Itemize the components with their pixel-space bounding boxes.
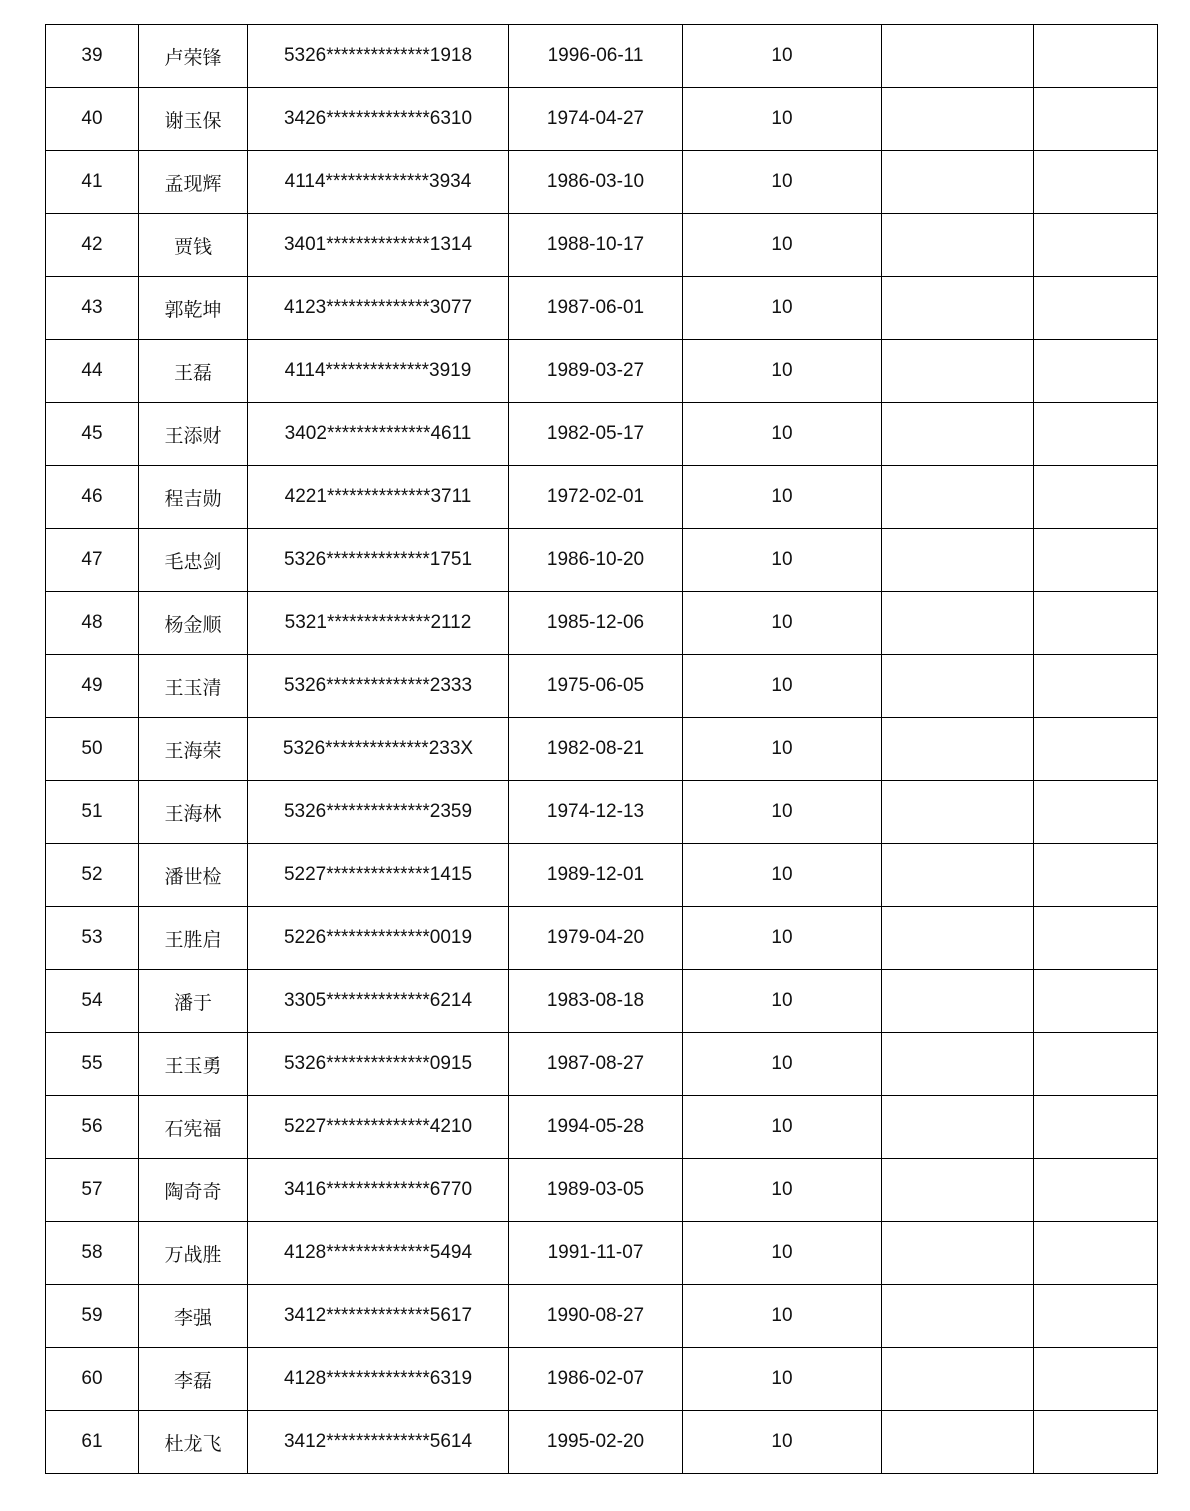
table-row (46, 655, 1158, 718)
blank-cell (882, 718, 1034, 781)
row-number-cell: 53 (46, 907, 139, 970)
blank-cell (882, 277, 1034, 340)
value-cell: 10 (683, 403, 882, 466)
id-number-cell: 3416**************6770 (248, 1159, 509, 1222)
blank-cell (882, 88, 1034, 151)
blank-cell (882, 25, 1034, 88)
value-cell: 10 (683, 88, 882, 151)
name-cell: 王添财 (139, 403, 248, 466)
id-number-cell: 3426**************6310 (248, 88, 509, 151)
roster-table (45, 24, 1158, 1474)
birth-date-cell: 1988-10-17 (509, 214, 683, 277)
birth-date-cell: 1995-02-20 (509, 1411, 683, 1474)
birth-date-cell: 1989-03-27 (509, 340, 683, 403)
value-cell: 10 (683, 1222, 882, 1285)
row-number-cell: 41 (46, 151, 139, 214)
birth-date-cell: 1986-10-20 (509, 529, 683, 592)
id-number-cell: 4128**************5494 (248, 1222, 509, 1285)
value-cell: 10 (683, 25, 882, 88)
blank-cell (882, 592, 1034, 655)
row-number-cell: 49 (46, 655, 139, 718)
table-row (46, 907, 1158, 970)
name-cell: 孟现辉 (139, 151, 248, 214)
id-number-cell: 4221**************3711 (248, 466, 509, 529)
row-number-cell: 55 (46, 1033, 139, 1096)
blank-cell (1034, 1285, 1158, 1348)
table-row (46, 88, 1158, 151)
table-row (46, 1285, 1158, 1348)
name-cell: 王胜启 (139, 907, 248, 970)
row-number-cell: 46 (46, 466, 139, 529)
table-row (46, 592, 1158, 655)
value-cell: 10 (683, 466, 882, 529)
name-cell: 潘世检 (139, 844, 248, 907)
table-row (46, 1411, 1158, 1474)
row-number-cell: 59 (46, 1285, 139, 1348)
name-cell: 王磊 (139, 340, 248, 403)
name-cell: 潘于 (139, 970, 248, 1033)
id-number-cell: 3305**************6214 (248, 970, 509, 1033)
table-row (46, 844, 1158, 907)
table-row (46, 1159, 1158, 1222)
blank-cell (882, 340, 1034, 403)
row-number-cell: 39 (46, 25, 139, 88)
blank-cell (882, 1222, 1034, 1285)
blank-cell (882, 970, 1034, 1033)
value-cell: 10 (683, 1159, 882, 1222)
blank-cell (1034, 1096, 1158, 1159)
row-number-cell: 61 (46, 1411, 139, 1474)
value-cell: 10 (683, 214, 882, 277)
id-number-cell: 3412**************5614 (248, 1411, 509, 1474)
name-cell: 王海荣 (139, 718, 248, 781)
name-cell: 卢荣锋 (139, 25, 248, 88)
blank-cell (882, 844, 1034, 907)
roster-body (46, 25, 1158, 1474)
birth-date-cell: 1982-08-21 (509, 718, 683, 781)
birth-date-cell: 1983-08-18 (509, 970, 683, 1033)
blank-cell (1034, 592, 1158, 655)
id-number-cell: 5326**************1918 (248, 25, 509, 88)
blank-cell (1034, 340, 1158, 403)
blank-cell (1034, 1348, 1158, 1411)
table-row (46, 1096, 1158, 1159)
birth-date-cell: 1974-04-27 (509, 88, 683, 151)
value-cell: 10 (683, 781, 882, 844)
blank-cell (1034, 781, 1158, 844)
birth-date-cell: 1989-12-01 (509, 844, 683, 907)
blank-cell (882, 781, 1034, 844)
id-number-cell: 5326**************233X (248, 718, 509, 781)
value-cell: 10 (683, 340, 882, 403)
birth-date-cell: 1987-06-01 (509, 277, 683, 340)
birth-date-cell: 1994-05-28 (509, 1096, 683, 1159)
blank-cell (1034, 907, 1158, 970)
birth-date-cell: 1987-08-27 (509, 1033, 683, 1096)
row-number-cell: 43 (46, 277, 139, 340)
name-cell: 程吉勋 (139, 466, 248, 529)
blank-cell (882, 151, 1034, 214)
birth-date-cell: 1975-06-05 (509, 655, 683, 718)
name-cell: 杜龙飞 (139, 1411, 248, 1474)
row-number-cell: 44 (46, 340, 139, 403)
blank-cell (882, 529, 1034, 592)
blank-cell (882, 403, 1034, 466)
name-cell: 谢玉保 (139, 88, 248, 151)
blank-cell (882, 1033, 1034, 1096)
id-number-cell: 4114**************3919 (248, 340, 509, 403)
table-row (46, 214, 1158, 277)
blank-cell (882, 466, 1034, 529)
value-cell: 10 (683, 1033, 882, 1096)
id-number-cell: 3412**************5617 (248, 1285, 509, 1348)
value-cell: 10 (683, 718, 882, 781)
value-cell: 10 (683, 277, 882, 340)
value-cell: 10 (683, 151, 882, 214)
blank-cell (882, 1411, 1034, 1474)
birth-date-cell: 1986-02-07 (509, 1348, 683, 1411)
table-row (46, 718, 1158, 781)
blank-cell (1034, 970, 1158, 1033)
birth-date-cell: 1979-04-20 (509, 907, 683, 970)
blank-cell (1034, 1033, 1158, 1096)
row-number-cell: 40 (46, 88, 139, 151)
blank-cell (1034, 655, 1158, 718)
birth-date-cell: 1982-05-17 (509, 403, 683, 466)
row-number-cell: 47 (46, 529, 139, 592)
name-cell: 王玉清 (139, 655, 248, 718)
name-cell: 万战胜 (139, 1222, 248, 1285)
value-cell: 10 (683, 1348, 882, 1411)
row-number-cell: 60 (46, 1348, 139, 1411)
birth-date-cell: 1989-03-05 (509, 1159, 683, 1222)
value-cell: 10 (683, 592, 882, 655)
blank-cell (1034, 1411, 1158, 1474)
blank-cell (882, 655, 1034, 718)
id-number-cell: 4128**************6319 (248, 1348, 509, 1411)
blank-cell (882, 907, 1034, 970)
id-number-cell: 3402**************4611 (248, 403, 509, 466)
blank-cell (1034, 1159, 1158, 1222)
birth-date-cell: 1985-12-06 (509, 592, 683, 655)
birth-date-cell: 1986-03-10 (509, 151, 683, 214)
value-cell: 10 (683, 1411, 882, 1474)
name-cell: 毛忠剑 (139, 529, 248, 592)
birth-date-cell: 1990-08-27 (509, 1285, 683, 1348)
id-number-cell: 5226**************0019 (248, 907, 509, 970)
id-number-cell: 5321**************2112 (248, 592, 509, 655)
blank-cell (1034, 88, 1158, 151)
name-cell: 郭乾坤 (139, 277, 248, 340)
blank-cell (882, 1096, 1034, 1159)
table-row (46, 529, 1158, 592)
value-cell: 10 (683, 1285, 882, 1348)
table-row (46, 25, 1158, 88)
row-number-cell: 42 (46, 214, 139, 277)
name-cell: 王玉勇 (139, 1033, 248, 1096)
blank-cell (882, 1348, 1034, 1411)
row-number-cell: 56 (46, 1096, 139, 1159)
blank-cell (1034, 214, 1158, 277)
id-number-cell: 5326**************2359 (248, 781, 509, 844)
blank-cell (1034, 277, 1158, 340)
blank-cell (1034, 466, 1158, 529)
name-cell: 王海林 (139, 781, 248, 844)
name-cell: 李磊 (139, 1348, 248, 1411)
birth-date-cell: 1996-06-11 (509, 25, 683, 88)
row-number-cell: 57 (46, 1159, 139, 1222)
blank-cell (1034, 403, 1158, 466)
id-number-cell: 5227**************4210 (248, 1096, 509, 1159)
blank-cell (1034, 844, 1158, 907)
blank-cell (1034, 718, 1158, 781)
id-number-cell: 5227**************1415 (248, 844, 509, 907)
blank-cell (882, 214, 1034, 277)
id-number-cell: 5326**************2333 (248, 655, 509, 718)
blank-cell (1034, 25, 1158, 88)
row-number-cell: 51 (46, 781, 139, 844)
row-number-cell: 58 (46, 1222, 139, 1285)
table-row (46, 1348, 1158, 1411)
name-cell: 石宪福 (139, 1096, 248, 1159)
row-number-cell: 50 (46, 718, 139, 781)
table-row (46, 1222, 1158, 1285)
id-number-cell: 5326**************1751 (248, 529, 509, 592)
row-number-cell: 48 (46, 592, 139, 655)
name-cell: 杨金顺 (139, 592, 248, 655)
value-cell: 10 (683, 970, 882, 1033)
table-row (46, 403, 1158, 466)
row-number-cell: 54 (46, 970, 139, 1033)
birth-date-cell: 1974-12-13 (509, 781, 683, 844)
id-number-cell: 5326**************0915 (248, 1033, 509, 1096)
birth-date-cell: 1972-02-01 (509, 466, 683, 529)
blank-cell (1034, 151, 1158, 214)
name-cell: 李强 (139, 1285, 248, 1348)
row-number-cell: 52 (46, 844, 139, 907)
value-cell: 10 (683, 907, 882, 970)
value-cell: 10 (683, 655, 882, 718)
value-cell: 10 (683, 1096, 882, 1159)
blank-cell (1034, 1222, 1158, 1285)
name-cell: 陶奇奇 (139, 1159, 248, 1222)
id-number-cell: 4114**************3934 (248, 151, 509, 214)
blank-cell (882, 1285, 1034, 1348)
table-row (46, 781, 1158, 844)
birth-date-cell: 1991-11-07 (509, 1222, 683, 1285)
table-row (46, 970, 1158, 1033)
id-number-cell: 3401**************1314 (248, 214, 509, 277)
blank-cell (882, 1159, 1034, 1222)
value-cell: 10 (683, 529, 882, 592)
row-number-cell: 45 (46, 403, 139, 466)
table-row (46, 1033, 1158, 1096)
table-row (46, 277, 1158, 340)
blank-cell (1034, 529, 1158, 592)
table-row (46, 340, 1158, 403)
table-row (46, 151, 1158, 214)
id-number-cell: 4123**************3077 (248, 277, 509, 340)
name-cell: 贾钱 (139, 214, 248, 277)
value-cell: 10 (683, 844, 882, 907)
table-row (46, 466, 1158, 529)
